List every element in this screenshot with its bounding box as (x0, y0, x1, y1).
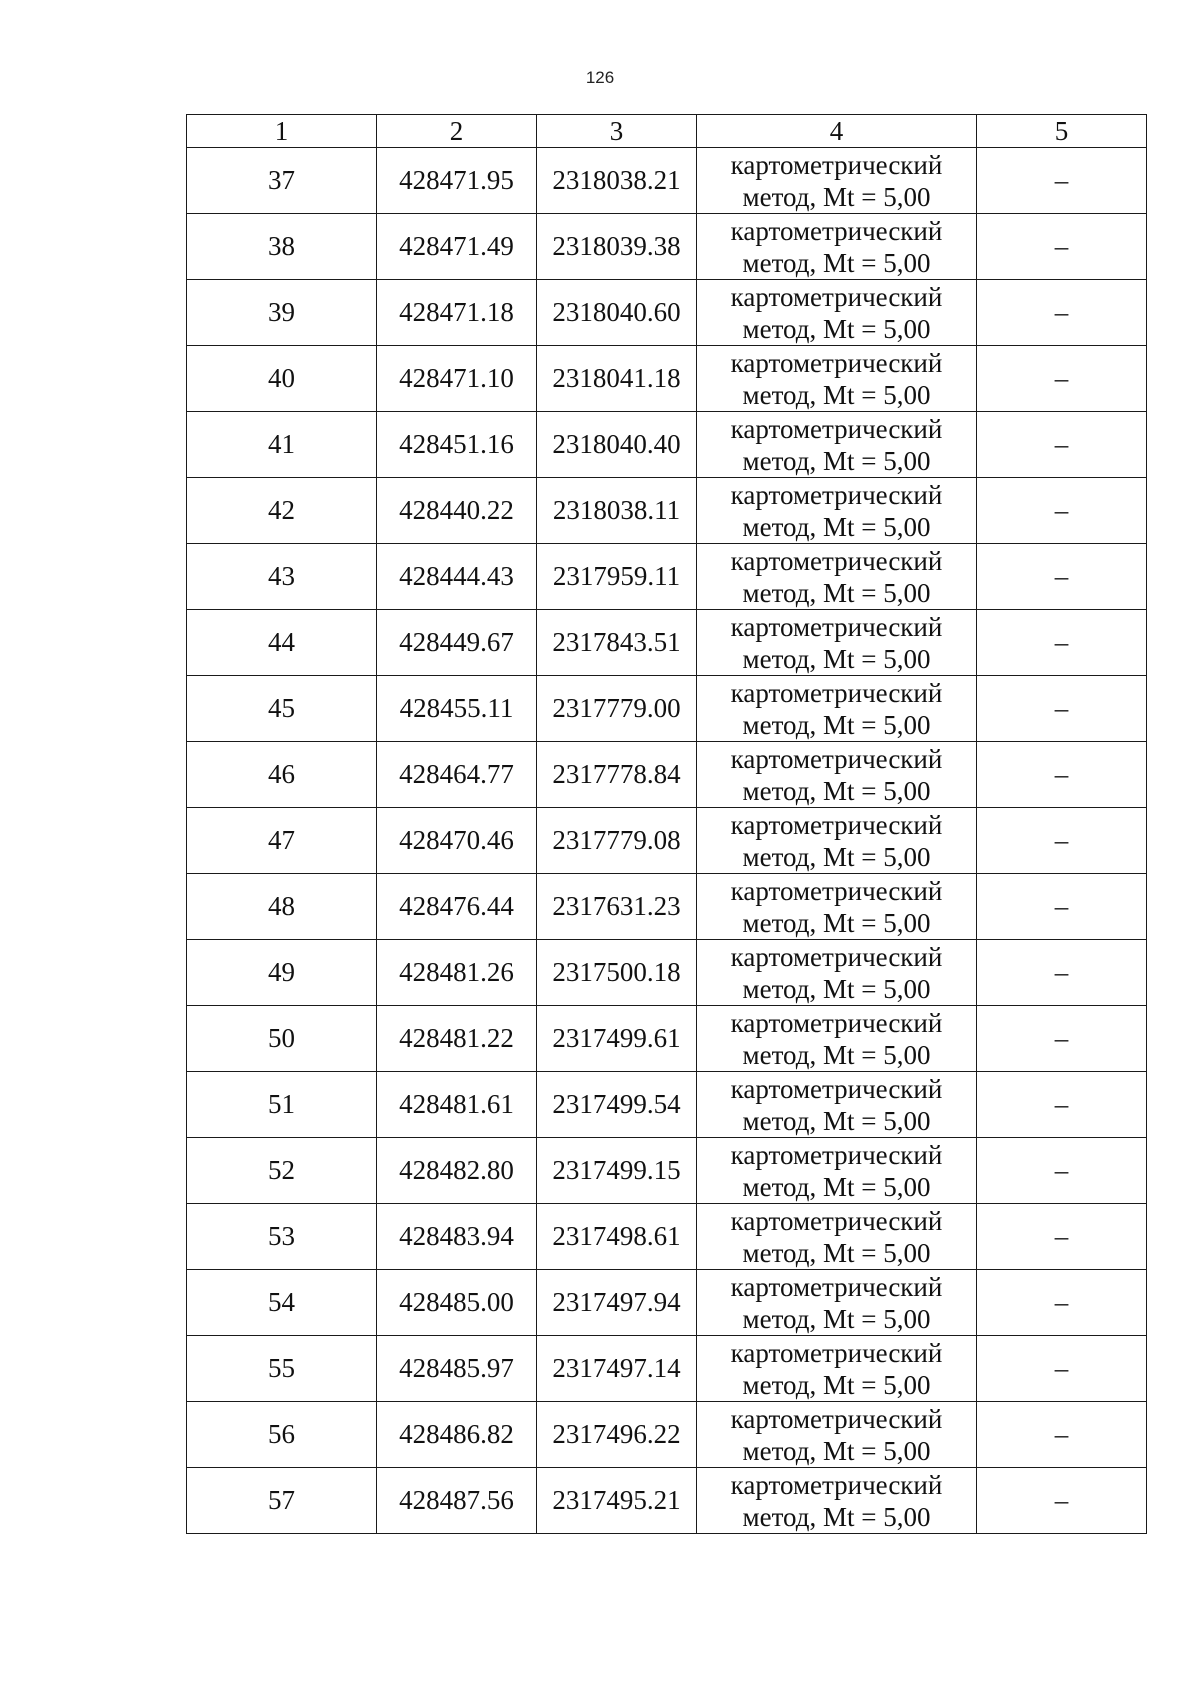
table-row (187, 148, 1147, 214)
method-accuracy-text: метод, Mt = 5,00 (742, 181, 931, 212)
y-coordinate-cell: 2318038.11 (537, 478, 697, 544)
method-name-text: картометрический (730, 1271, 943, 1302)
column-5-cell: – (977, 148, 1147, 214)
method-cell (697, 940, 977, 1006)
x-coordinate-cell: 428444.43 (377, 544, 537, 610)
table-row (187, 1468, 1147, 1534)
method-accuracy-text: метод, Mt = 5,00 (742, 1501, 931, 1532)
y-coordinate-cell: 2317779.00 (537, 676, 697, 742)
table-row (187, 1006, 1147, 1072)
x-coordinate-cell: 428471.49 (377, 214, 537, 280)
column-5-cell: – (977, 214, 1147, 280)
method-name-text: картометрический (730, 347, 943, 378)
x-coordinate-cell: 428440.22 (377, 478, 537, 544)
method-name-text: картометрический (730, 743, 943, 774)
table-header (187, 115, 1147, 148)
y-coordinate-cell: 2317498.61 (537, 1204, 697, 1270)
method-cell (697, 742, 977, 808)
table-row (187, 874, 1147, 940)
point-number-cell: 45 (187, 676, 377, 742)
table-row (187, 280, 1147, 346)
x-coordinate-cell: 428481.26 (377, 940, 537, 1006)
method-cell (697, 412, 977, 478)
x-coordinate-cell: 428449.67 (377, 610, 537, 676)
method-name-text: картометрический (730, 1469, 943, 1500)
method-cell (697, 1006, 977, 1072)
point-number-cell: 42 (187, 478, 377, 544)
table-row (187, 1336, 1147, 1402)
point-number-cell: 46 (187, 742, 377, 808)
x-coordinate-cell: 428485.00 (377, 1270, 537, 1336)
point-number-cell: 44 (187, 610, 377, 676)
header-col-5: 5 (977, 115, 1147, 148)
y-coordinate-cell: 2317500.18 (537, 940, 697, 1006)
column-5-cell: – (977, 544, 1147, 610)
method-cell (697, 1270, 977, 1336)
method-accuracy-text: метод, Mt = 5,00 (742, 379, 931, 410)
point-number-cell: 53 (187, 1204, 377, 1270)
method-cell (697, 1204, 977, 1270)
table-row (187, 478, 1147, 544)
x-coordinate-cell: 428476.44 (377, 874, 537, 940)
point-number-cell: 38 (187, 214, 377, 280)
method-cell (697, 1402, 977, 1468)
column-5-cell: – (977, 1336, 1147, 1402)
point-number-cell: 49 (187, 940, 377, 1006)
x-coordinate-cell: 428481.61 (377, 1072, 537, 1138)
point-number-cell: 55 (187, 1336, 377, 1402)
method-accuracy-text: метод, Mt = 5,00 (742, 313, 931, 344)
method-name-text: картометрический (730, 809, 943, 840)
method-cell (697, 478, 977, 544)
method-accuracy-text: метод, Mt = 5,00 (742, 1435, 931, 1466)
method-accuracy-text: метод, Mt = 5,00 (742, 643, 931, 674)
table-row (187, 742, 1147, 808)
method-accuracy-text: метод, Mt = 5,00 (742, 1303, 931, 1334)
table-body (187, 148, 1147, 1534)
column-5-cell: – (977, 874, 1147, 940)
method-accuracy-text: метод, Mt = 5,00 (742, 247, 931, 278)
coordinates-table (186, 114, 1147, 1534)
header-col-2: 2 (377, 115, 537, 148)
point-number-cell: 47 (187, 808, 377, 874)
method-name-text: картометрический (730, 1073, 943, 1104)
y-coordinate-cell: 2317959.11 (537, 544, 697, 610)
y-coordinate-cell: 2317499.54 (537, 1072, 697, 1138)
column-5-cell: – (977, 346, 1147, 412)
x-coordinate-cell: 428455.11 (377, 676, 537, 742)
column-5-cell: – (977, 1072, 1147, 1138)
y-coordinate-cell: 2318040.40 (537, 412, 697, 478)
column-5-cell: – (977, 742, 1147, 808)
y-coordinate-cell: 2317499.61 (537, 1006, 697, 1072)
table-row (187, 1204, 1147, 1270)
header-row (187, 115, 1147, 148)
method-cell (697, 808, 977, 874)
point-number-cell: 54 (187, 1270, 377, 1336)
y-coordinate-cell: 2317497.14 (537, 1336, 697, 1402)
method-cell (697, 346, 977, 412)
table-row (187, 346, 1147, 412)
x-coordinate-cell: 428482.80 (377, 1138, 537, 1204)
point-number-cell: 48 (187, 874, 377, 940)
column-5-cell: – (977, 808, 1147, 874)
method-cell (697, 280, 977, 346)
column-5-cell: – (977, 676, 1147, 742)
header-col-3: 3 (537, 115, 697, 148)
method-name-text: картометрический (730, 413, 943, 444)
y-coordinate-cell: 2317499.15 (537, 1138, 697, 1204)
point-number-cell: 37 (187, 148, 377, 214)
x-coordinate-cell: 428471.10 (377, 346, 537, 412)
point-number-cell: 41 (187, 412, 377, 478)
y-coordinate-cell: 2317843.51 (537, 610, 697, 676)
header-col-4: 4 (697, 115, 977, 148)
y-coordinate-cell: 2317497.94 (537, 1270, 697, 1336)
x-coordinate-cell: 428471.95 (377, 148, 537, 214)
point-number-cell: 56 (187, 1402, 377, 1468)
method-accuracy-text: метод, Mt = 5,00 (742, 1237, 931, 1268)
column-5-cell: – (977, 610, 1147, 676)
table-row (187, 610, 1147, 676)
column-5-cell: – (977, 1402, 1147, 1468)
point-number-cell: 57 (187, 1468, 377, 1534)
column-5-cell: – (977, 1204, 1147, 1270)
method-cell (697, 676, 977, 742)
method-name-text: картометрический (730, 545, 943, 576)
column-5-cell: – (977, 1138, 1147, 1204)
y-coordinate-cell: 2317496.22 (537, 1402, 697, 1468)
method-cell (697, 1072, 977, 1138)
method-accuracy-text: метод, Mt = 5,00 (742, 709, 931, 740)
y-coordinate-cell: 2318040.60 (537, 280, 697, 346)
x-coordinate-cell: 428451.16 (377, 412, 537, 478)
method-cell (697, 544, 977, 610)
method-cell (697, 610, 977, 676)
method-name-text: картометрический (730, 941, 943, 972)
column-5-cell: – (977, 1270, 1147, 1336)
y-coordinate-cell: 2318038.21 (537, 148, 697, 214)
table-row (187, 1138, 1147, 1204)
table-row (187, 544, 1147, 610)
method-name-text: картометрический (730, 1205, 943, 1236)
table-row (187, 412, 1147, 478)
table-row (187, 1402, 1147, 1468)
x-coordinate-cell: 428487.56 (377, 1468, 537, 1534)
x-coordinate-cell: 428481.22 (377, 1006, 537, 1072)
x-coordinate-cell: 428483.94 (377, 1204, 537, 1270)
method-name-text: картометрический (730, 1007, 943, 1038)
method-cell (697, 1336, 977, 1402)
y-coordinate-cell: 2317779.08 (537, 808, 697, 874)
x-coordinate-cell: 428464.77 (377, 742, 537, 808)
table-row (187, 1072, 1147, 1138)
method-name-text: картометрический (730, 1403, 943, 1434)
point-number-cell: 52 (187, 1138, 377, 1204)
header-col-1: 1 (187, 115, 377, 148)
column-5-cell: – (977, 412, 1147, 478)
x-coordinate-cell: 428470.46 (377, 808, 537, 874)
method-accuracy-text: метод, Mt = 5,00 (742, 1171, 931, 1202)
table-row (187, 940, 1147, 1006)
method-cell (697, 1468, 977, 1534)
column-5-cell: – (977, 280, 1147, 346)
x-coordinate-cell: 428485.97 (377, 1336, 537, 1402)
table-row (187, 214, 1147, 280)
method-cell (697, 148, 977, 214)
table-row (187, 1270, 1147, 1336)
x-coordinate-cell: 428471.18 (377, 280, 537, 346)
column-5-cell: – (977, 940, 1147, 1006)
method-name-text: картометрический (730, 215, 943, 246)
method-name-text: картометрический (730, 1337, 943, 1368)
method-name-text: картометрический (730, 677, 943, 708)
point-number-cell: 50 (187, 1006, 377, 1072)
table-row (187, 676, 1147, 742)
method-accuracy-text: метод, Mt = 5,00 (742, 1105, 931, 1136)
point-number-cell: 51 (187, 1072, 377, 1138)
table-row (187, 808, 1147, 874)
point-number-cell: 40 (187, 346, 377, 412)
method-accuracy-text: метод, Mt = 5,00 (742, 907, 931, 938)
method-accuracy-text: метод, Mt = 5,00 (742, 1369, 931, 1400)
y-coordinate-cell: 2318041.18 (537, 346, 697, 412)
method-cell (697, 874, 977, 940)
method-accuracy-text: метод, Mt = 5,00 (742, 511, 931, 542)
method-name-text: картометрический (730, 1139, 943, 1170)
method-cell (697, 214, 977, 280)
method-name-text: картометрический (730, 281, 943, 312)
method-accuracy-text: метод, Mt = 5,00 (742, 577, 931, 608)
y-coordinate-cell: 2317631.23 (537, 874, 697, 940)
method-name-text: картометрический (730, 875, 943, 906)
column-5-cell: – (977, 478, 1147, 544)
method-name-text: картометрический (730, 149, 943, 180)
method-accuracy-text: метод, Mt = 5,00 (742, 1039, 931, 1070)
x-coordinate-cell: 428486.82 (377, 1402, 537, 1468)
method-accuracy-text: метод, Mt = 5,00 (742, 775, 931, 806)
point-number-cell: 43 (187, 544, 377, 610)
page-number: 126 (585, 68, 615, 87)
method-accuracy-text: метод, Mt = 5,00 (742, 841, 931, 872)
column-5-cell: – (977, 1006, 1147, 1072)
method-accuracy-text: метод, Mt = 5,00 (742, 445, 931, 476)
y-coordinate-cell: 2318039.38 (537, 214, 697, 280)
point-number-cell: 39 (187, 280, 377, 346)
method-accuracy-text: метод, Mt = 5,00 (742, 973, 931, 1004)
method-cell (697, 1138, 977, 1204)
method-name-text: картометрический (730, 479, 943, 510)
y-coordinate-cell: 2317778.84 (537, 742, 697, 808)
y-coordinate-cell: 2317495.21 (537, 1468, 697, 1534)
column-5-cell: – (977, 1468, 1147, 1534)
method-name-text: картометрический (730, 611, 943, 642)
